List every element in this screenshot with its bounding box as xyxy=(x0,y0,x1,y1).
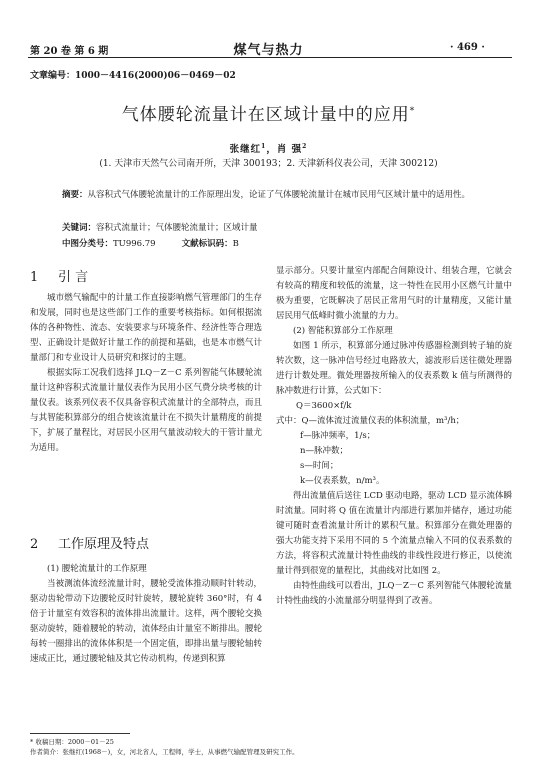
paper-title: 气体腰轮流量计在区域计量中的应用* xyxy=(121,105,416,125)
equation-where-f: f—脉冲频率，1/s； xyxy=(300,431,376,441)
section-2-heading: 2 工作原理及特点 xyxy=(30,537,150,552)
classification-code: TU996.79 xyxy=(113,239,156,249)
volume-issue: 第 20 卷 第 6 期 xyxy=(30,46,109,57)
equation-where-k: k—仪表系数，n/m³。 xyxy=(300,476,385,486)
subheading: (1) 腰轮流量计的工作原理 xyxy=(47,564,147,574)
equation-where-n: n—脉冲数； xyxy=(300,446,348,456)
document-code: B xyxy=(232,239,239,249)
section-2-body-right xyxy=(276,264,512,609)
paragraph: 当被测流体流经流量计时，腰轮受流体推动顺时针转动，驱动齿轮带动下边腰轮反时针旋转，腰轮旋转 360°时，有 4 倍于计量室有效容积的流体排出流量计。这样，两个腰轮交换驱动旋转，随着腰轮的转动，流体经由计量室不断排出。腰轮每转一圈排出的流体体积是一个固定值，即排出量与腰轮轴转速成正比，通过腰轮轴及其它传动机构，传递到积算 xyxy=(30,579,262,664)
author-1: 张继红 xyxy=(229,144,262,155)
keywords-text: 容积式流量计；气体腰轮流量计；区域计量 xyxy=(96,223,258,233)
paragraph: 根据实际工况我们选择 JLQ－Z－C 系列智能气体腰轮流量计这种容积式流量计量仪表作为民用小区气费分块考核的计量仪表。该系列仪表不仅具备容积式流量计的全部特点，而且与其智能积算部分的组合使该流量计在不损失计量精度的前提下，扩展了量程比，对居民小区用气量波动较大的干管计量尤为适用。 xyxy=(30,368,262,453)
keywords-label: 关键词： xyxy=(62,223,97,233)
section-1-body xyxy=(30,291,262,456)
subheading: (2) 智能积算部分工作原理 xyxy=(293,326,393,336)
article-number: 文章编号：1000－4416(2000)06－0469－02 xyxy=(30,71,236,81)
paragraph: 显示部分。只要计量室内部配合间隙设计、组装合理，它就会有较高的精度和较低的流量，这一特性在民用小区燃气计量中极为重要，它既解决了居民正常用气时的计量精度，又能计量居民用气低峰时微小流量的力力。 xyxy=(276,266,512,321)
classification: 中图分类号：TU996.79 文献标识码：B xyxy=(62,239,239,249)
section-2-body-left xyxy=(30,562,262,667)
footnote-rule xyxy=(30,733,130,734)
title-footnote-mark: * xyxy=(409,106,416,117)
paragraph: 如图 1 所示，积算部分通过脉冲传感器检测到转子轴的旋转次数，这一脉冲信号经过电路放大，滤波形后送往微处理器进行计数处理。微处理器按所输入的仪表系数 k 值与所测得的脉冲数进行计算，公式如下： xyxy=(276,341,512,396)
footnote-received: * 收稿日期：2000－01－25 xyxy=(30,738,114,746)
section-1-heading: 1 引 言 xyxy=(30,270,89,285)
footnote-author-bio: 作者简介：张继红(1968－)，女，河北省人，工程师，学士，从事燃气输配管理及研究工作。 xyxy=(30,748,299,756)
abstract-text: 从容积式气体腰轮流量计的工作原理出发，论证了气体腰轮流量计在城市民用气区域计量中的适用性。 xyxy=(87,190,471,200)
paragraph: 得出流量值后送往 LCD 驱动电路，驱动 LCD 显示流体瞬时流量。同时将 Q 值在流量计内部进行累加并储存，通过功能键可随时查看流量计所计的累积气量。积算部分在微处理器的强大功能支持下采用不同的 5 个流量点输入不同的仪表系数的方法，将容积式流量计特性曲线的非线性段进行修正，以使流量计得到很宽的量程比，其曲线对比如图 2。 xyxy=(276,491,512,576)
abstract xyxy=(62,188,480,202)
keywords xyxy=(62,221,480,233)
journal-name: 煤气与热力 xyxy=(233,43,304,58)
author-2: ，肖 强 xyxy=(266,144,303,155)
author-list: 张继红$^1$，肖 强$^2$ xyxy=(229,142,308,155)
paragraph: 城市燃气输配中的计量工作直接影响燃气管理部门的生存和发展，同时也是这些部门工作的重要考核指标。如何根据流体的各种物性、流态、安装要求与环境条件、经济性等合理选型、正确设计是做好计量工作的前提和基础，也是本市燃气计量部门和专业设计人员研究和探讨的主题。 xyxy=(30,293,262,363)
paragraph: 由特性曲线可以看出，JLQ－Z－C 系列智能气体腰轮流量计特性曲线的小流量部分明显得到了改善。 xyxy=(276,581,512,606)
equation-where-s: s—时间； xyxy=(300,461,339,471)
equation-where-q: 式中：Q—流体流过流量仪表的体积流量，m³/h； xyxy=(276,416,465,426)
header-rule xyxy=(28,57,512,58)
abstract-label: 摘要： xyxy=(62,190,88,200)
affiliations: (1. 天津市天然气公司南开所，天津 300193；2. 天津新科仪表公司，天津 300212) xyxy=(99,159,438,169)
equation: Q＝3600×f/k xyxy=(296,401,352,411)
page-number: · 469 · xyxy=(450,42,485,53)
